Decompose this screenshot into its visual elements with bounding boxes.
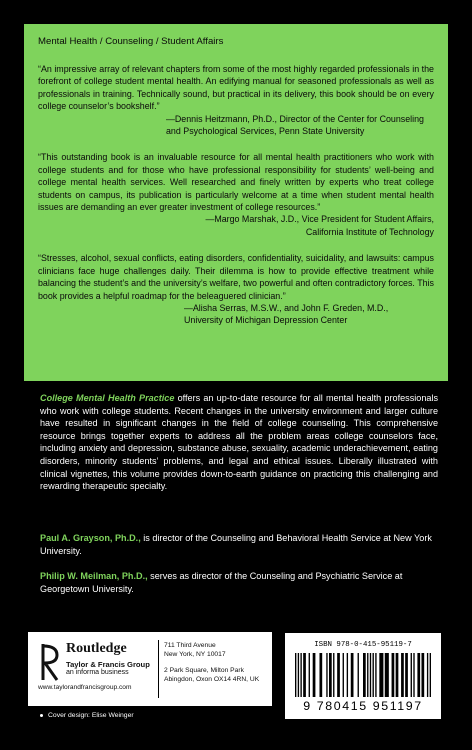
publisher-tagline: an informa business	[66, 669, 129, 676]
barcode-bar	[351, 653, 354, 697]
barcode-bar	[313, 653, 316, 697]
barcode-bar	[319, 653, 322, 697]
barcode-bar	[300, 653, 301, 697]
endorsement-attribution-1b: and Psychological Services, Penn State University	[166, 126, 365, 137]
barcode-bar	[379, 653, 383, 697]
book-description-body: offers an up-to-date resource for all mental health professionals who work with college students. Recent changes in the university environment and larger culture have resulted in significant changes in the field of college counseling. This comprehensive resource brings together experts to address all the problem areas college counselors face, including anxiety and depression, substance abuse, sexuality, academic underachievement, eating disorders, minority students’ problems, and legal and ethical issues. Liberally illustrated with clinical vignettes, this volume provides down-to-earth guidance on practicing this challenging and rewarding therapeutic specialty.	[40, 393, 439, 492]
endorsement-attribution-2b: California Institute of Technology	[305, 226, 434, 237]
isbn-digits: 9 780415 951197	[303, 699, 423, 713]
barcode-bar	[411, 653, 412, 697]
barcode-bar	[421, 653, 424, 697]
isbn-barcode-box	[285, 633, 441, 719]
barcode-bar	[373, 653, 374, 697]
barcode-bar	[417, 653, 420, 697]
barcode-bar	[343, 653, 344, 697]
author-bio-text-2: serves as director of the Counseling and Psychiatric Service at Georgetown University.	[40, 571, 403, 594]
barcode-graphic	[295, 653, 431, 697]
barcode-bar	[367, 653, 368, 697]
barcode-bar	[375, 653, 376, 697]
endorsement-attribution-3a: —Alisha Serras, M.S.W., and John F. Greden, M.D.,	[184, 302, 389, 313]
publisher-name: Routledge	[66, 641, 127, 656]
barcode-bar	[405, 653, 408, 697]
barcode-bar	[298, 653, 299, 697]
address-uk-2: Abingdon, Oxon OX14 4RN, UK	[164, 676, 260, 683]
barcode-bar	[358, 653, 359, 697]
barcode-bar	[396, 653, 399, 697]
endorsement-attribution-3b: University of Michigan Depression Center	[184, 315, 348, 326]
category-label: Mental Health / Counseling / Student Affairs	[38, 36, 224, 47]
endorsement-quote-3: “Stresses, alcohol, sexual conflicts, eating disorders, confidentiality, suicidality, and lawsuits: campus clinicians face huge challenges daily. Their dilemma is how to provide effective treatment while balancing the student’s and the university’s welfare, two powerful and often contradictory forces. This book provides a helpful roadmap for the beleaguered clinician.”	[38, 253, 434, 301]
barcode-bar	[427, 653, 428, 697]
address-uk-1: 2 Park Square, Milton Park	[164, 667, 244, 674]
address-us-2: New York, NY 10017	[164, 651, 226, 658]
barcode-bar	[370, 653, 371, 697]
barcode-bar	[337, 653, 340, 697]
bullet-icon	[40, 714, 43, 717]
barcode-bar	[392, 653, 395, 697]
isbn-label: ISBN 978-0-415-95119-7	[314, 641, 412, 649]
barcode-bar	[309, 653, 310, 697]
publisher-block	[28, 632, 272, 706]
cover-design-credit	[40, 712, 134, 719]
author-bio-1	[40, 532, 438, 557]
endorsement-attribution-1a: —Dennis Heitzmann, Ph.D., Director of the Center for Counseling	[166, 113, 424, 124]
address-us-1: 711 Third Avenue	[164, 642, 216, 649]
barcode-bar	[430, 653, 431, 697]
book-title: College Mental Health Practice	[40, 393, 175, 403]
publisher-group: Taylor & Francis Group	[66, 660, 150, 669]
author-name-1: Paul A. Grayson, Ph.D.,	[40, 533, 141, 543]
barcode-bar	[413, 653, 414, 697]
endorsement-quote-1: “An impressive array of relevant chapters from some of the most highly regarded professionals in the forefront of college student mental health. An edifying manual for seasoned professionals as well as professionals in training. Technically sound, but practical in its delivery, this book should be on every college counselor’s bookshelf.”	[38, 64, 434, 112]
endorsement-attribution-2a: —Margo Marshak, J.D., Vice President for Student Affairs,	[205, 214, 434, 225]
endorsement-quote-2: “This outstanding book is an invaluable resource for all mental health practitioners who work with college students and for those who have professional responsibility for students’ well-being and college mental health services. Well researched and finely written by experts who treat college students on campus, its publication is particularly welcome at a time when student mental health issues are demanding an ever greater investment of college resources.”	[38, 152, 434, 213]
routledge-logo-icon	[40, 642, 62, 682]
publisher-divider	[158, 640, 159, 698]
barcode-bar	[326, 653, 327, 697]
barcode-bar	[385, 653, 389, 697]
barcode-bar	[303, 653, 306, 697]
barcode-bar	[347, 653, 348, 697]
author-bio-2	[40, 570, 438, 595]
author-bio-text-1: is director of the Counseling and Behavioral Health Service at New York University.	[40, 533, 432, 556]
endorsements-panel	[24, 24, 448, 381]
book-description	[40, 392, 438, 493]
barcode-bar	[401, 653, 404, 697]
barcode-bar	[295, 653, 296, 697]
barcode-bar	[329, 653, 332, 697]
barcode-bar	[363, 653, 366, 697]
author-name-2: Philip W. Meilman, Ph.D.,	[40, 571, 148, 581]
barcode-bar	[333, 653, 334, 697]
cover-design-text: Cover design: Elise Weinger	[48, 712, 134, 719]
publisher-url: www.taylorandfrancisgroup.com	[38, 684, 132, 691]
